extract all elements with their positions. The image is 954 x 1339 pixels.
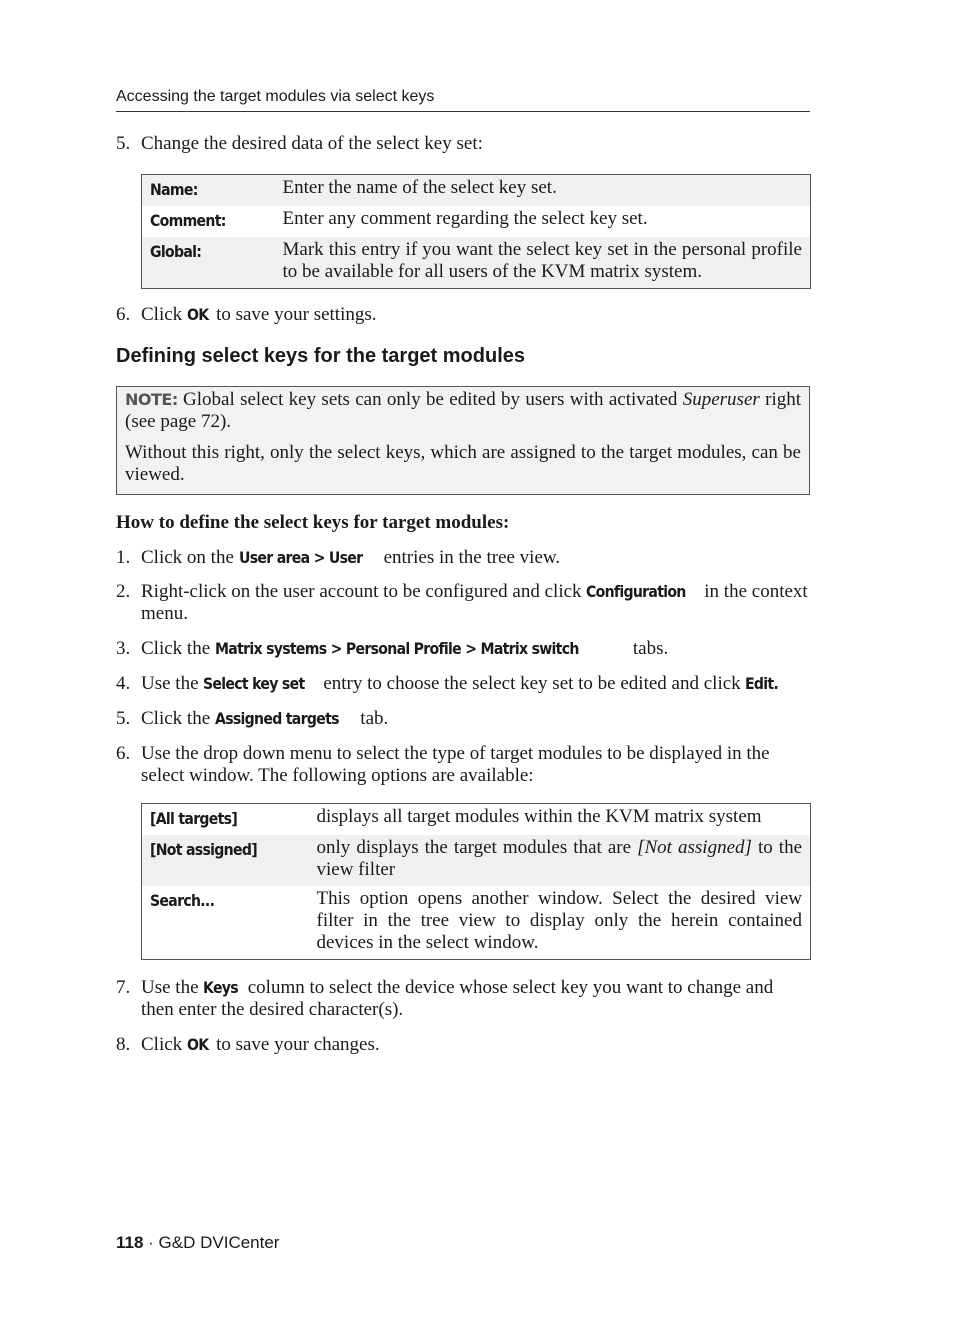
field-term: Name:	[150, 180, 198, 199]
ui-label: OK	[186, 305, 209, 324]
table-row	[142, 237, 811, 289]
step-6: 6. Use the drop down menu to select the type of target modules to be displayed in the select window. The following options are available:	[116, 743, 770, 786]
ui-label: User area > User	[238, 548, 362, 567]
note-paragraph: Without this right, only the select keys, which are assigned to the target modules, can be viewed.	[125, 442, 801, 485]
ui-label: Edit.	[745, 674, 779, 693]
option-term: Search...	[150, 891, 215, 910]
field-description: Mark this entry if you want the select key set in the personal profile to be available for all users of the KVM matrix system.	[275, 237, 811, 289]
section-heading: Defining select keys for the target modules	[116, 345, 525, 367]
page-footer: 118 · G&D DVICenter	[116, 1233, 280, 1252]
step-1: 1. Click on the User area > User entries in the tree view.	[116, 547, 561, 568]
step-8: 8. Click OK to save your changes.	[116, 1034, 380, 1055]
field-description: Enter any comment regarding the select key set.	[282, 208, 648, 229]
table-row	[142, 835, 811, 886]
page-number: 118	[116, 1233, 144, 1252]
ui-label: Configuration	[586, 582, 686, 601]
procedure-heading: How to define the select keys for target modules:	[116, 512, 510, 533]
step-6-save-settings: 6. Click OK to save your settings.	[116, 304, 377, 325]
option-term: [All targets]	[150, 809, 238, 828]
select-key-set-fields-table	[141, 174, 811, 289]
ui-label: OK	[186, 1035, 209, 1054]
step-5: 5. Click the Assigned targets tab.	[116, 708, 389, 729]
step-3: 3. Click the Matrix systems > Personal Profile > Matrix switch tabs.	[116, 638, 669, 659]
ui-label: Assigned targets	[214, 709, 339, 728]
note-box: NOTE: Global select key sets can only be edited by users with activated Superuser right (see page 72). Without this right, only the select keys, which are assigned to the target modules, can be viewed.	[116, 386, 810, 495]
target-filter-options-table	[141, 803, 811, 960]
ui-label: Select key set	[203, 674, 305, 693]
table-row	[142, 804, 811, 836]
ui-label: Keys	[203, 978, 239, 997]
option-description: displays all target modules within the KVM matrix system	[316, 806, 762, 827]
note-label: NOTE:	[125, 390, 178, 409]
document-title: G&D DVICenter	[158, 1233, 280, 1252]
table-row	[142, 206, 811, 237]
step-2: 2. Right-click on the user account to be configured and click Configuration in the context menu.	[116, 581, 808, 624]
ui-label: Matrix systems > Personal Profile > Matrix switch	[214, 639, 579, 658]
option-description: only displays the target modules that are [Not assigned] to the view filter	[309, 835, 811, 886]
table-row	[142, 886, 811, 960]
step-7: 7. Use the Keys column to select the device whose select key you want to change and then enter the desired character(s).	[116, 977, 774, 1020]
running-header: Accessing the target modules via select keys	[116, 88, 810, 112]
option-term: [Not assigned]	[150, 840, 257, 859]
step-4: 4. Use the Select key set entry to choose the select key set to be edited and click Edit.	[116, 673, 779, 694]
step-5-change-data: 5. Change the desired data of the select key set:	[116, 133, 483, 154]
field-description: Enter the name of the select key set.	[275, 175, 811, 207]
table-row	[142, 175, 811, 207]
option-description: This option opens another window. Select the desired view filter in the tree view to display only the herein contained devices in the select window.	[316, 888, 802, 953]
field-term: Global:	[150, 242, 202, 261]
field-term: Comment:	[150, 211, 226, 230]
